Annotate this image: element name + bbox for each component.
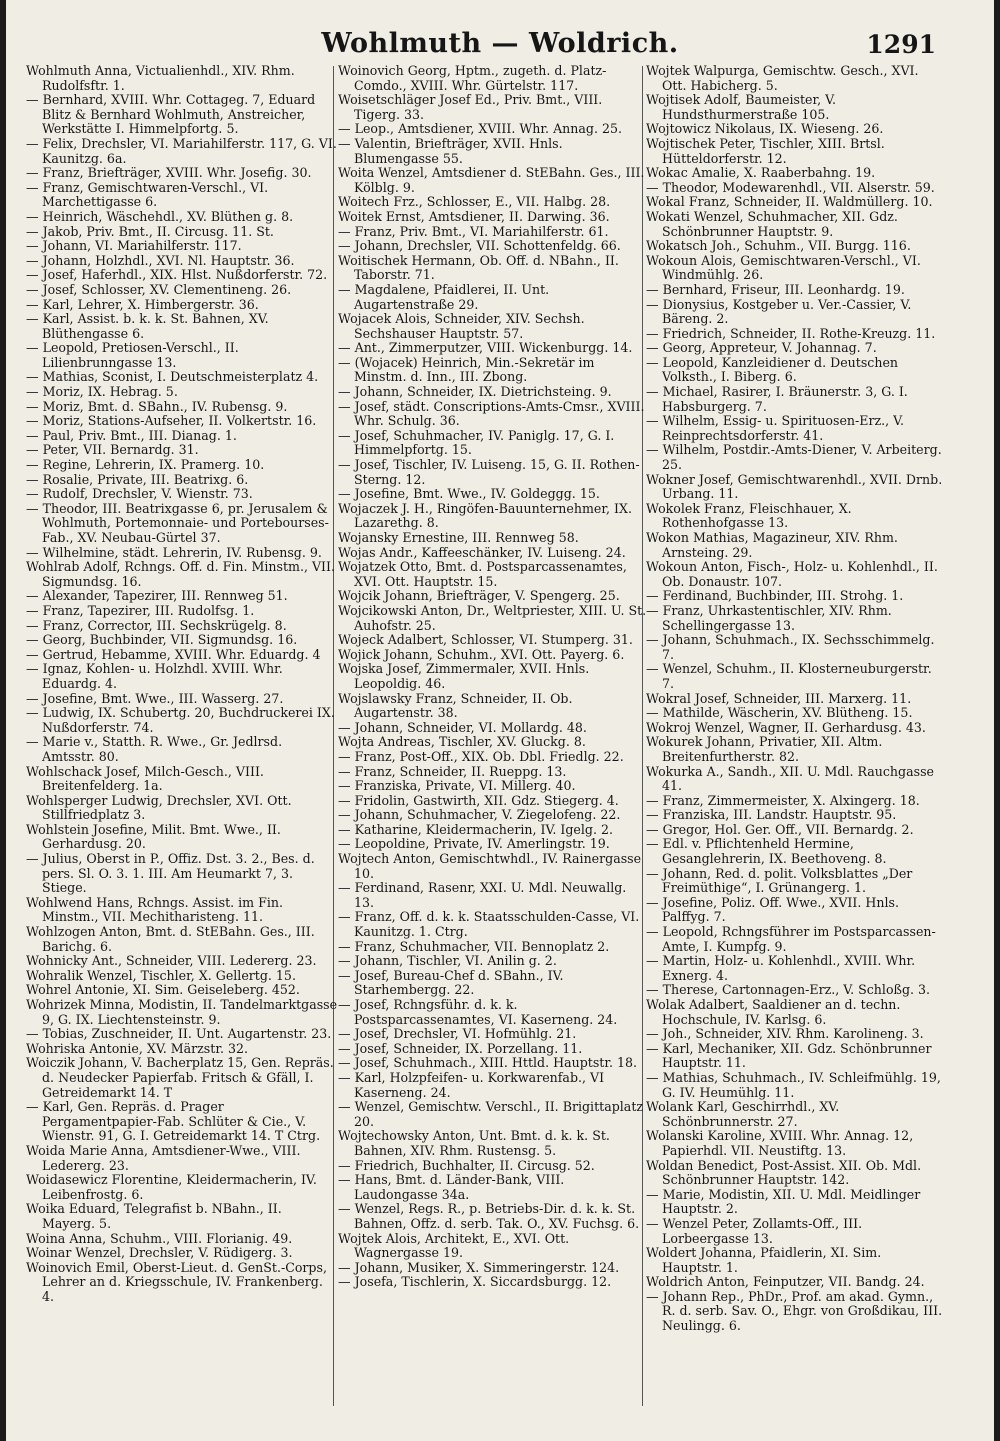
directory-entry: Woita Wenzel, Amtsdiener d. StEBahn. Ges., III. Kölblg. 9. [338, 165, 645, 195]
directory-entry: — Franziska, Private, VI. Millerg. 40. [338, 778, 576, 794]
directory-entry: — Franz, Off. d. k. k. Staatsschulden-Casse, VI. Kaunitzg. 1. Ctrg. [338, 909, 640, 940]
directory-entry: Wokoun Anton, Fisch-, Holz- u. Kohlenhdl., II. Ob. Donaustr. 107. [646, 559, 938, 589]
directory-entry: — Bernhard, XVIII. Whr. Cottageg. 7, Eduard Blitz & Bernhard Wohlmuth, Anstreicher, Werkstätte I. Himmelpfortg. 5. [26, 92, 316, 137]
directory-entry: — Josef, Drechsler, VI. Hofmühlg. 21. [338, 1026, 577, 1042]
directory-entry: Wojansky Ernestine, III. Rennweg 58. [338, 530, 579, 545]
directory-entry: Woisetschläger Josef Ed., Priv. Bmt., VIII. Tigerg. 33. [338, 92, 603, 122]
directory-entry: — Tobias, Zuschneider, II. Unt. Augartenstr. 23. [26, 1026, 332, 1042]
directory-entry: — Franz, Briefträger, XVIII. Whr. Josefig. 30. [26, 165, 312, 181]
directory-entry: — Moriz, IX. Hebrag. 5. [26, 384, 178, 400]
directory-entry: — Josef, städt. Conscriptions-Amts-Cmsr., XVIII. Whr. Schulg. 36. [338, 398, 645, 429]
directory-entry: — Peter, VII. Bernardg. 31. [26, 442, 199, 458]
directory-entry: Wojta Andreas, Tischler, XV. Gluckg. 8. [338, 734, 586, 750]
directory-entry: Wojaczek J. H., Ringöfen-Bauunternehmer, IX. Lazarethg. 8. [338, 500, 632, 531]
directory-entry: — Ludwig, IX. Schubertg. 20, Buchdruckerei IX. Nußdorferstr. 74. [26, 705, 335, 735]
directory-entry: — Franz, Gemischtwaren-Verschl., VI. Marchettigasse 6. [26, 179, 269, 210]
directory-entry: — Karl, Gen. Repräs. d. Prager Pergamentpapier-Fab. Schlüter & Cie., V. Wienstr. 91, G. I. Getreidemarkt 14. T Ctrg. [26, 1099, 321, 1144]
directory-entry: Woida Marie Anna, Amtsdiener-Wwe., VIII. Ledererg. 23. [26, 1142, 301, 1173]
directory-entry: — Josef, Rchngsführ. d. k. k. Postsparcassenamtes, VI. Kaserneng. 24. [338, 997, 618, 1027]
directory-entry: Wokurka A., Sandh., XII. U. Mdl. Rauchgasse 41. [646, 763, 934, 794]
directory-entry: — Ferdinand, Buchbinder, III. Strohg. 1. [646, 588, 904, 604]
directory-entry: — (Wojacek) Heinrich, Min.-Sekretär im Minstm. d. Inn., III. Zbong. [338, 354, 595, 385]
directory-entry: — Johann, Schuhmacher, V. Ziegelofeng. 22. [338, 807, 621, 823]
directory-entry: — Franz, Schuhmacher, VII. Bennoplatz 2. [338, 938, 610, 954]
directory-entry: — Franz, Priv. Bmt., VI. Mariahilferstr. 61. [338, 223, 609, 239]
page-title: Wohlmuth — Woldrich. [321, 28, 679, 59]
directory-entry: Wojslawsky Franz, Schneider, II. Ob. Augartenstr. 38. [338, 690, 573, 721]
directory-entry: — Josef, Schuhmach., XIII. Httld. Hauptstr. 18. [338, 1055, 638, 1071]
directory-entry: — Wenzel, Schuhm., II. Klosterneuburgerstr. 7. [646, 661, 932, 691]
directory-entry: — Georg, Buchbinder, VII. Sigmundsg. 16. [26, 632, 298, 648]
directory-entry: — Katharine, Kleidermacherin, IV. Igelg. 2. [338, 821, 613, 837]
directory-entry: — Franz, Tapezirer, III. Rudolfsg. 1. [26, 602, 255, 618]
directory-entry: — Dionysius, Kostgeber u. Ver.-Cassier, V. Bäreng. 2. [646, 296, 912, 327]
directory-entry: — Jakob, Priv. Bmt., II. Circusg. 11. St. [26, 223, 274, 239]
directory-entry: Wojtischek Peter, Tischler, XIII. Brtsl. Hütteldorferstr. 12. [646, 135, 885, 166]
directory-entry: Wojatzek Otto, Bmt. d. Postsparcassenamtes, XVI. Ott. Hauptstr. 15. [338, 559, 627, 589]
directory-entry: — Moriz, Stations-Aufseher, II. Volkertstr. 16. [26, 413, 317, 429]
directory-entry: Woitek Ernst, Amtsdiener, II. Darwing. 36. [338, 208, 610, 224]
directory-entry: — Wenzel, Regs. R., p. Betriebs-Dir. d. k. k. St. Bahnen, Offz. d. serb. Tak. O., XV. Fuchsg. 6. [338, 1201, 640, 1231]
directory-entry: Woldert Johanna, Pfaidlerin, XI. Sim. Hauptstr. 1. [646, 1245, 882, 1275]
directory-entry: — Johann, Musiker, X. Simmeringerstr. 124. [338, 1259, 620, 1275]
directory-entry: — Josef, Haferhdl., XIX. Hlst. Nußdorferstr. 72. [26, 267, 328, 283]
directory-entry: — Joh., Schneider, XIV. Rhm. Karolineng. 3. [646, 1026, 924, 1042]
directory-entry: — Josef, Schneider, IX. Porzellang. 11. [338, 1040, 583, 1056]
directory-entry: Wohlwend Hans, Rchngs. Assist. im Fin. Minstm., VII. Mechitharisteng. 11. [26, 894, 284, 925]
directory-entry: Wohlzogen Anton, Bmt. d. StEBahn. Ges., III. Barichg. 6. [26, 924, 315, 954]
column-2 [338, 64, 650, 1409]
directory-entry: — Ferdinand, Rasenr, XXI. U. Mdl. Neuwallg. 13. [338, 880, 627, 910]
directory-entry: — Michael, Rasirer, I. Bräunerstr. 3, G. I. Habsburgerg. 7. [646, 384, 908, 414]
directory-entry: Woitischek Hermann, Ob. Off. d. NBahn., II. Taborstr. 71. [338, 252, 619, 283]
directory-entry: Woitech Frz., Schlosser, E., VII. Halbg. 28. [338, 194, 611, 210]
directory-entry: — Rudolf, Drechsler, V. Wienstr. 73. [26, 486, 253, 502]
directory-entry: — Rosalie, Private, III. Beatrixg. 6. [26, 471, 249, 487]
directory-entry: — Felix, Drechsler, VI. Mariahilferstr. 117, G. VI. Kaunitzg. 6a. [26, 135, 337, 166]
directory-entry: Wokatsch Joh., Schuhm., VII. Burgg. 116. [646, 238, 911, 254]
directory-entry: — Wilhelm, Postdir.-Amts-Diener, V. Arbeiterg. 25. [646, 442, 942, 473]
directory-entry: Woika Eduard, Telegrafist b. NBahn., II. Mayerg. 5. [26, 1201, 282, 1231]
directory-entry: Wohnicky Ant., Schneider, VIII. Ledererg. 23. [26, 953, 317, 969]
directory-entry: Wokral Josef, Schneider, III. Marxerg. 11. [646, 690, 912, 706]
directory-entry: Wolanski Karoline, XVIII. Whr. Annag. 12, Papierhdl. VII. Neustiftg. 13. [646, 1128, 914, 1158]
directory-entry: — Franz, Corrector, III. Sechskrügelg. 8. [26, 617, 287, 633]
directory-entry: — Georg, Appreteur, V. Johannag. 7. [646, 340, 877, 356]
directory-entry: — Johann Rep., PhDr., Prof. am akad. Gymn., R. d. serb. Sav. O., Ehgr. von Großdikau, III. Neulingg. 6. [646, 1288, 943, 1334]
directory-entry: Wokner Josef, Gemischtwarenhdl., XVII. Drnb. Urbang. 11. [646, 471, 943, 502]
directory-entry: Wolak Adalbert, Saaldiener an d. techn. Hochschule, IV. Karlsg. 6. [646, 997, 901, 1027]
directory-entry: — Theodor, III. Beatrixgasse 6, pr. Jerusalem & Wohlmuth, Portemonnaie- und Portebourses-Fab., XV. Neubau-Gürtel 37. [26, 500, 329, 545]
directory-entry: Wojtech Anton, Gemischtwhdl., IV. Rainergasse 10. [338, 851, 642, 881]
directory-entry: — Johann, Red. d. polit. Volksblattes „Der Freimüthige“, I. Grünangerg. 1. [646, 865, 913, 896]
directory-entry: — Josef, Bureau-Chef d. SBahn., IV. Starhembergg. 22. [338, 967, 564, 998]
directory-entry: — Wenzel, Gemischtw. Verschl., II. Brigittaplatz 20. [338, 1099, 644, 1129]
page-number: 1291 [866, 30, 936, 59]
column-1 [26, 64, 338, 1409]
directory-entry: Woinar Wenzel, Drechsler, V. Rüdigerg. 3. [26, 1245, 293, 1261]
directory-entry: Wojska Josef, Zimmermaler, XVII. Hnls. Leopoldig. 46. [338, 661, 590, 691]
directory-entry: Woiczik Johann, V. Bacherplatz 15, Gen. Repräs. d. Neudecker Papierfab. Fritsch & Gfäll, I. Getreidemarkt 14. T [26, 1055, 334, 1100]
directory-entry: Wokal Franz, Schneider, II. Waldmüllerg. 10. [646, 194, 933, 210]
directory-entry: Wojcikowski Anton, Dr., Weltpriester, XIII. U. St. Auhofstr. 25. [338, 602, 647, 633]
directory-entry: — Karl, Lehrer, X. Himbergerstr. 36. [26, 296, 259, 312]
directory-entry: — Wilhelmine, städt. Lehrerin, IV. Rubensg. 9. [26, 544, 322, 560]
directory-entry: — Johann, Schuhmach., IX. Sechsschimmelg. 7. [646, 632, 935, 662]
directory-entry: — Edl. v. Pflichtenheld Hermine, Gesanglehrerin, IX. Beethoveng. 8. [646, 836, 887, 867]
directory-entry: — Moriz, Bmt. d. SBahn., IV. Rubensg. 9. [26, 398, 288, 414]
directory-entry: Wohriska Antonie, XV. Märzstr. 32. [26, 1040, 248, 1056]
directory-entry: Wokac Amalie, X. Raaberbahng. 19. [646, 165, 876, 181]
directory-entry: — Mathias, Schuhmach., IV. Schleifmühlg. 19, G. IV. Heumühlg. 11. [646, 1069, 941, 1100]
directory-entry: Wohlstein Josefine, Milit. Bmt. Wwe., II. Gerhardusg. 20. [26, 821, 281, 852]
directory-entry: — Martin, Holz- u. Kohlenhdl., XVIII. Whr. Exnerg. 4. [646, 953, 916, 983]
directory-entry: Wojtek Alois, Architekt, E., XVI. Ott. Wagnergasse 19. [338, 1230, 570, 1261]
directory-entry: Wohrel Antonie, XI. Sim. Geiseleberg. 452. [26, 982, 300, 998]
directory-entry: Wojacek Alois, Schneider, XIV. Sechsh. Sechshauser Hauptstr. 57. [338, 311, 585, 341]
directory-entry: — Josefine, Bmt. Wwe., IV. Goldeggg. 15. [338, 486, 600, 502]
directory-entry: Wolank Karl, Geschirrhdl., XV. Schönbrunnerstr. 27. [646, 1099, 840, 1129]
directory-entry: Wojtowicz Nikolaus, IX. Wieseng. 26. [646, 121, 884, 137]
directory-entry: — Marie, Modistin, XII. U. Mdl. Meidlinger Hauptstr. 2. [646, 1186, 921, 1217]
directory-entry: — Johann, Holzhdl., XVI. Nl. Hauptstr. 36. [26, 252, 295, 268]
directory-entry: — Gregor, Hol. Ger. Off., VII. Bernardg. 2. [646, 821, 914, 837]
directory-entry: — Karl, Holzpfeifen- u. Korkwarenfab., VI Kaserneng. 24. [338, 1069, 605, 1100]
directory-entry: Woinovich Emil, Oberst-Lieut. d. GenSt.-Corps, Lehrer an d. Kriegsschule, IV. Frankenberg. 4. [26, 1259, 327, 1304]
directory-entry: — Leopold, Kanzleidiener d. Deutschen Volksth., I. Biberg. 6. [646, 354, 899, 385]
directory-entry: — Johann, Tischler, VI. Anilin g. 2. [338, 953, 557, 969]
directory-entry: — Julius, Oberst in P., Offiz. Dst. 3. 2., Bes. d. pers. Sl. O. 3. 1. III. Am Heumarkt 7, 3. Stiege. [26, 851, 315, 896]
directory-entry: — Josefine, Poliz. Off. Wwe., XVII. Hnls. Palffyg. 7. [646, 894, 899, 925]
directory-entry: — Friedrich, Schneider, II. Rothe-Kreuzg. 11. [646, 325, 936, 341]
directory-entry: — Paul, Priv. Bmt., III. Dianag. 1. [26, 427, 237, 443]
directory-entry: — Bernhard, Friseur, III. Leonhardg. 19. [646, 281, 905, 297]
directory-entry: — Franz, Uhrkastentischler, XIV. Rhm. Schellingergasse 13. [646, 602, 892, 633]
directory-entry: — Friedrich, Buchhalter, II. Circusg. 52. [338, 1157, 595, 1173]
directory-entry: — Josef, Tischler, IV. Luiseng. 15, G. II. Rothen-Sterng. 12. [338, 457, 640, 487]
directory-entry: Wohlsperger Ludwig, Drechsler, XVI. Ott. Stillfriedplatz 3. [26, 792, 292, 823]
directory-entry: — Josefine, Bmt. Wwe., III. Wasserg. 27. [26, 690, 284, 706]
directory-entry: Wohralik Wenzel, Tischler, X. Gellertg. 15. [26, 967, 296, 983]
directory-entry: — Leop., Amtsdiener, XVIII. Whr. Annag. 25. [338, 121, 622, 137]
directory-entry: Wojtisek Adolf, Baumeister, V. Hundsthurmerstraße 105. [646, 92, 837, 122]
directory-entry: — Leopoldine, Private, IV. Amerlingstr. 19. [338, 836, 610, 852]
directory-entry: Woinovich Georg, Hptm., zugeth. d. Platz-Comdo., XVIII. Whr. Gürtelstr. 117. [338, 64, 607, 93]
directory-entry: — Leopold, Rchngsführer im Postsparcassen-Amte, I. Kumpfg. 9. [646, 924, 936, 954]
directory-entry: Wohlrab Adolf, Rchngs. Off. d. Fin. Minstm., VII. Sigmundsg. 16. [26, 559, 336, 589]
directory-entry: — Josefa, Tischlerin, X. Siccardsburgg. 12. [338, 1274, 612, 1290]
directory-entry: Wohlschack Josef, Milch-Gesch., VIII. Breitenfelderg. 1a. [26, 763, 264, 794]
directory-entry: — Franz, Zimmermeister, X. Alxingerg. 18. [646, 792, 920, 808]
directory-entry: — Karl, Mechaniker, XII. Gdz. Schönbrunner Hauptstr. 11. [646, 1040, 932, 1071]
directory-entry: — Leopold, Pretiosen-Verschl., II. Lilienbrunngasse 13. [26, 340, 239, 370]
directory-entry: Wokoun Alois, Gemischtwaren-Verschl., VI. Windmühlg. 26. [646, 252, 921, 283]
directory-entry: Wokati Wenzel, Schuhmacher, XII. Gdz. Schönbrunner Hauptstr. 9. [646, 208, 898, 239]
directory-entry: Wojtek Walpurga, Gemischtw. Gesch., XVI. Ott. Habicherg. 5. [646, 64, 919, 93]
directory-entry: — Wilhelm, Essig- u. Spirituosen-Erz., V. Reinprechtsdorferstr. 41. [646, 413, 905, 443]
directory-entry: Wokroj Wenzel, Wagner, II. Gerhardusg. 43. [646, 719, 926, 735]
directory-entry: — Josef, Schlosser, XV. Clementineng. 26. [26, 281, 292, 297]
directory-entry: — Valentin, Briefträger, XVII. Hnls. Blumengasse 55. [338, 135, 563, 166]
directory-entry: Wojtechowsky Anton, Unt. Bmt. d. k. k. St. Bahnen, XIV. Rhm. Rustensg. 5. [338, 1128, 610, 1158]
directory-entry: Woidasewicz Florentine, Kleidermacherin, IV. Leibenfrostg. 6. [26, 1172, 317, 1202]
directory-entry: Woina Anna, Schuhm., VIII. Florianig. 49. [26, 1230, 293, 1246]
directory-entry: — Josef, Schuhmacher, IV. Paniglg. 17, G. I. Himmelpfortg. 15. [338, 427, 615, 458]
column-3 [646, 64, 944, 1409]
directory-page [6, 0, 994, 1441]
directory-entry: — Gertrud, Hebamme, XVIII. Whr. Eduardg. 4 [26, 646, 321, 662]
page-header [6, 26, 994, 66]
directory-entry: — Franziska, III. Landstr. Hauptstr. 95. [646, 807, 897, 823]
directory-entry: Woldrich Anton, Feinputzer, VII. Bandg. 24. [646, 1274, 925, 1290]
directory-entry: — Ignaz, Kohlen- u. Holzhdl. XVIII. Whr. Eduardg. 4. [26, 661, 283, 691]
directory-entry: — Franz, Post-Off., XIX. Ob. Dbl. Friedlg. 22. [338, 748, 624, 764]
directory-entry: Wokolek Franz, Fleischhauer, X. Rothenhofgasse 13. [646, 500, 852, 531]
directory-entry: — Mathilde, Wäscherin, XV. Blütheng. 15. [646, 705, 913, 721]
directory-entry: — Marie v., Statth. R. Wwe., Gr. Jedlrsd. Amtsstr. 80. [26, 734, 283, 764]
directory-entry: — Johann, Schneider, VI. Mollardg. 48. [338, 719, 587, 735]
directory-entry: — Franz, Schneider, II. Rueppg. 13. [338, 763, 567, 779]
directory-entry: — Theodor, Modewarenhdl., VII. Alserstr. 59. [646, 179, 935, 195]
directory-entry: — Alexander, Tapezirer, III. Rennweg 51. [26, 588, 288, 604]
directory-entry: Wojick Johann, Schuhm., XVI. Ott. Payerg. 6. [338, 646, 625, 662]
directory-entry: — Wenzel Peter, Zollamts-Off., III. Lorbeergasse 13. [646, 1215, 863, 1246]
directory-entry: Wokurek Johann, Privatier, XII. Altm. Breitenfurtherstr. 82. [646, 734, 883, 764]
directory-entry: — Regine, Lehrerin, IX. Pramerg. 10. [26, 457, 265, 473]
directory-entry: Wohlmuth Anna, Victualienhdl., XIV. Rhm. Rudolfsftr. 1. [26, 64, 295, 93]
directory-entry: Wojeck Adalbert, Schlosser, VI. Stumperg. 31. [338, 632, 633, 648]
directory-entry: Wojas Andr., Kaffeeschänker, IV. Luiseng. 24. [338, 544, 626, 560]
directory-entry: — Johann, Drechsler, VII. Schottenfeldg. 66. [338, 238, 621, 254]
directory-entry: — Therese, Cartonnagen-Erz., V. Schloßg. 3. [646, 982, 931, 998]
directory-entry: — Mathias, Sconist, I. Deutschmeisterplatz 4. [26, 369, 319, 385]
directory-entry: Wohrizek Minna, Modistin, II. Tandelmarktgasse 9, G. IX. Liechtensteinstr. 9. [26, 997, 338, 1027]
directory-entry: — Johann, Schneider, IX. Dietrichsteing. 9. [338, 384, 612, 400]
directory-entry: — Karl, Assist. b. k. k. St. Bahnen, XV. Blüthengasse 6. [26, 311, 269, 341]
directory-entry: — Fridolin, Gastwirth, XII. Gdz. Stiegerg. 4. [338, 792, 619, 808]
directory-entry: — Johann, VI. Mariahilferstr. 117. [26, 238, 242, 254]
directory-entry: Wojcik Johann, Briefträger, V. Spengerg. 25. [338, 588, 620, 604]
directory-entry: — Ant., Zimmerputzer, VIII. Wickenburgg. 14. [338, 340, 633, 356]
directory-entry: Wokon Mathias, Magazineur, XIV. Rhm. Arnsteing. 29. [646, 530, 898, 560]
directory-entry: — Heinrich, Wäschehdl., XV. Blüthen g. 8. [26, 208, 294, 224]
directory-entry: — Magdalene, Pfaidlerei, II. Unt. Augartenstraße 29. [338, 281, 550, 312]
directory-entry: — Hans, Bmt. d. Länder-Bank, VIII. Laudongasse 34a. [338, 1172, 565, 1202]
directory-entry: Woldan Benedict, Post-Assist. XII. Ob. Mdl. Schönbrunner Hauptstr. 142. [646, 1157, 922, 1188]
